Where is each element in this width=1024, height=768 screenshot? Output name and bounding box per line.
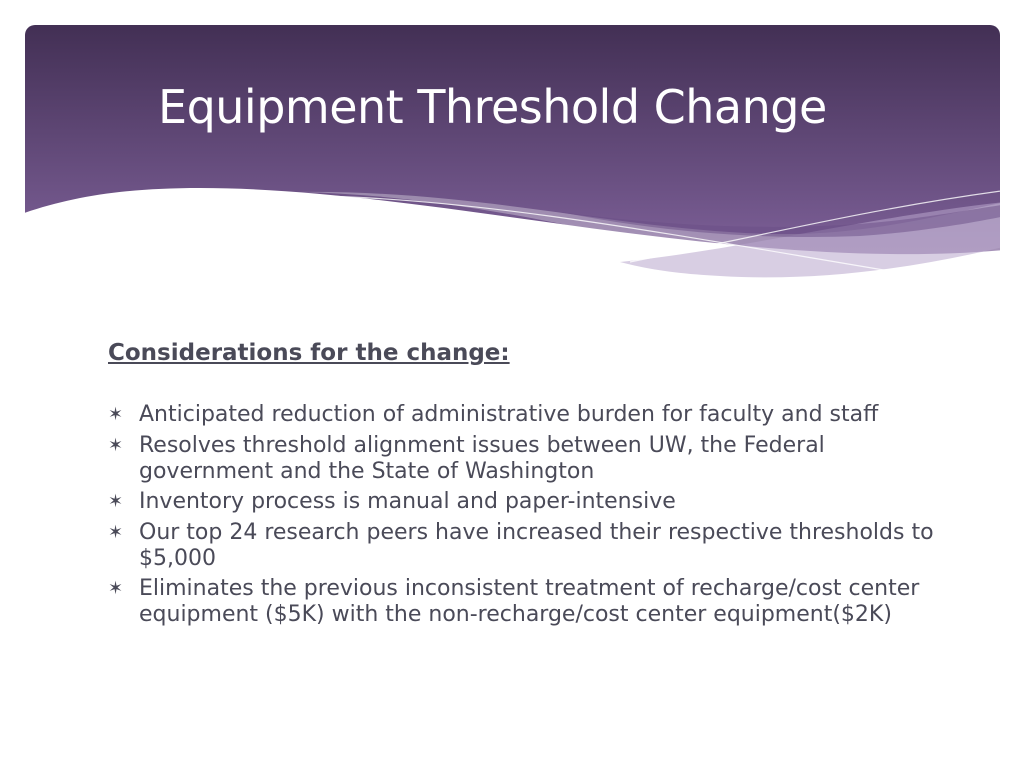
slide-body — [108, 340, 938, 633]
slide-title: Equipment Threshold Change — [158, 80, 827, 134]
list-item — [108, 402, 938, 428]
bullet-text: Anticipated reduction of administrative burden for faculty and staff — [139, 402, 879, 427]
star-bullet-icon: ✶ — [108, 434, 124, 456]
bullet-text: Resolves threshold alignment issues between UW, the Federal government and the State of Washington — [139, 432, 825, 484]
list-item — [108, 576, 938, 628]
list-item — [108, 520, 938, 572]
bullet-text: Inventory process is manual and paper-intensive — [139, 489, 676, 514]
star-bullet-icon: ✶ — [108, 521, 124, 543]
considerations-heading: Considerations for the change: — [108, 340, 510, 366]
star-bullet-icon: ✶ — [108, 578, 124, 599]
star-bullet-icon: ✶ — [108, 404, 124, 425]
star-bullet-icon: ✶ — [108, 491, 124, 512]
bullet-text: Eliminates the previous inconsistent treatment of recharge/cost center equipment ($5K) with the non-recharge/cost center equipment($2K) — [139, 576, 920, 627]
list-item — [108, 433, 938, 485]
bullet-text: Our top 24 research peers have increased their respective thresholds to $5,000 — [139, 519, 934, 571]
header-banner — [0, 0, 1024, 300]
list-item — [108, 489, 938, 515]
considerations-list — [108, 402, 938, 628]
